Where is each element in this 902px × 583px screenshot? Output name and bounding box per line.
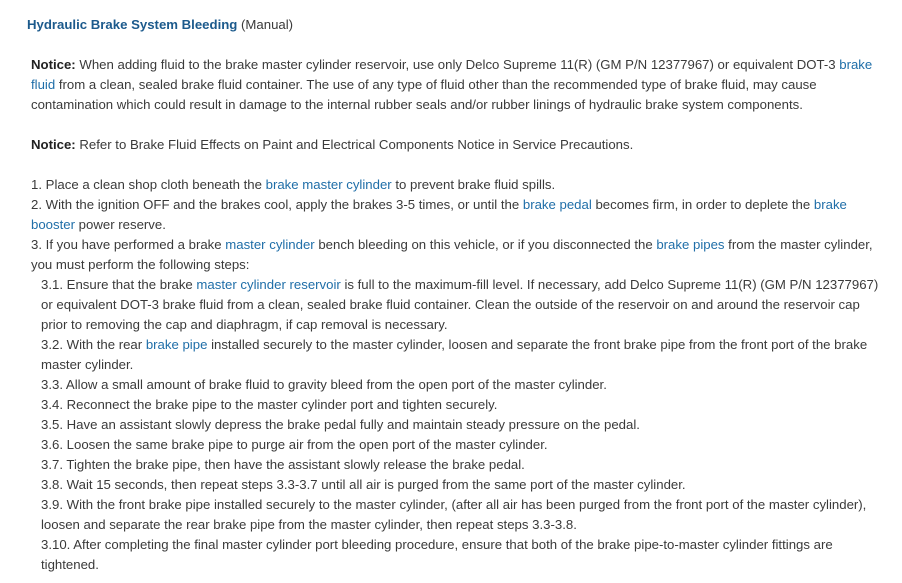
title-main: Hydraulic Brake System Bleeding xyxy=(27,17,238,32)
step-3 xyxy=(27,235,887,275)
step-3-9: 3.9. With the front brake pipe installed securely to the master cylinder, (after all air has been purged from the front port of the master cylinder), loosen and separate the rear brake pipe from the master cylinder, then repeat steps 3.3-3.8. xyxy=(41,497,867,532)
step-2 xyxy=(27,195,887,235)
title-sub: (Manual) xyxy=(241,17,294,32)
step-3-8: 3.8. Wait 15 seconds, then repeat steps 3.3-3.7 until all air is purged from the same port of the master cylinder. xyxy=(41,477,686,492)
spacer xyxy=(27,115,887,135)
step-3-6: 3.6. Loosen the same brake pipe to purge air from the open port of the master cylinder. xyxy=(41,437,548,452)
notice-label: Notice: xyxy=(31,137,76,152)
document-body xyxy=(27,15,887,575)
step-text: 3.2. With the rear xyxy=(41,337,146,352)
step-text: bench bleeding on this vehicle, or if you disconnected the xyxy=(314,237,657,252)
step-3-1 xyxy=(27,275,887,335)
spacer xyxy=(27,155,887,175)
step-text: from the master cylinder, you must perform the following steps: xyxy=(31,237,873,272)
step-3-10: 3.10. After completing the final master cylinder port bleeding procedure, ensure that both of the brake pipe-to-master cylinder fittings are tightened. xyxy=(41,537,833,572)
link-master-cylinder[interactable]: master cylinder xyxy=(225,237,315,252)
step-text: becomes firm, in order to deplete the xyxy=(591,197,814,212)
link-brake-fluid[interactable]: brake fluid xyxy=(31,57,873,92)
link-brake-master-cylinder[interactable]: brake master cylinder xyxy=(265,177,392,192)
link-brake-booster[interactable]: brake booster xyxy=(31,197,847,232)
step-3-2 xyxy=(27,335,887,375)
step-3-3: 3.3. Allow a small amount of brake fluid to gravity bleed from the open port of the master cylinder. xyxy=(41,377,607,392)
notice-fluid xyxy=(27,55,887,115)
step-3-5: 3.5. Have an assistant slowly depress the brake pedal fully and maintain steady pressure on the pedal. xyxy=(41,417,640,432)
link-brake-pipe[interactable]: brake pipe xyxy=(145,337,208,352)
link-brake-pipes[interactable]: brake pipes xyxy=(656,237,725,252)
step-text: 2. With the ignition OFF and the brakes cool, apply the brakes 3-5 times, or until the xyxy=(31,197,523,212)
step-1 xyxy=(27,175,887,195)
page-title xyxy=(27,15,887,35)
step-text: 1. Place a clean shop cloth beneath the xyxy=(31,177,266,192)
step-3-4: 3.4. Reconnect the brake pipe to the master cylinder port and tighten securely. xyxy=(41,397,498,412)
step-text: power reserve. xyxy=(75,217,166,232)
link-master-cylinder-reservoir[interactable]: master cylinder reservoir xyxy=(196,277,341,292)
step-text: is full to the maximum-fill level. If necessary, add Delco Supreme 11(R) (GM P/N 12377967) or equivalent DOT-3 brake fluid from a clean, sealed brake fluid container. Clean the outside of the reservoir on and around the reservoir cap prior to removing the cap and diaphragm, if cap removal is necessary. xyxy=(41,277,879,332)
step-text: 3.1. Ensure that the brake xyxy=(41,277,197,292)
notice-label: Notice: xyxy=(31,57,76,72)
notice-text: from a clean, sealed brake fluid container. The use of any type of fluid other than the recommended type of brake fluid, may cause contamination which could result in damage to the internal rubber seals and/or rubber linings of hydraulic brake system components. xyxy=(31,77,817,112)
step-text: installed securely to the master cylinder, loosen and separate the front brake pipe from the front port of the brake master cylinder. xyxy=(41,337,868,372)
step-text: 3. If you have performed a brake xyxy=(31,237,226,252)
notice-text: Refer to Brake Fluid Effects on Paint and Electrical Components Notice in Service Precautions. xyxy=(75,137,634,152)
link-brake-pedal[interactable]: brake pedal xyxy=(522,197,592,212)
step-3-7: 3.7. Tighten the brake pipe, then have the assistant slowly release the brake pedal. xyxy=(41,457,525,472)
notice-text: When adding fluid to the brake master cylinder reservoir, use only Delco Supreme 11(R) (GM P/N 12377967) or equivalent DOT-3 xyxy=(75,57,840,72)
step-text: to prevent brake fluid spills. xyxy=(391,177,556,192)
notice-paint xyxy=(27,135,887,155)
spacer xyxy=(27,35,887,55)
